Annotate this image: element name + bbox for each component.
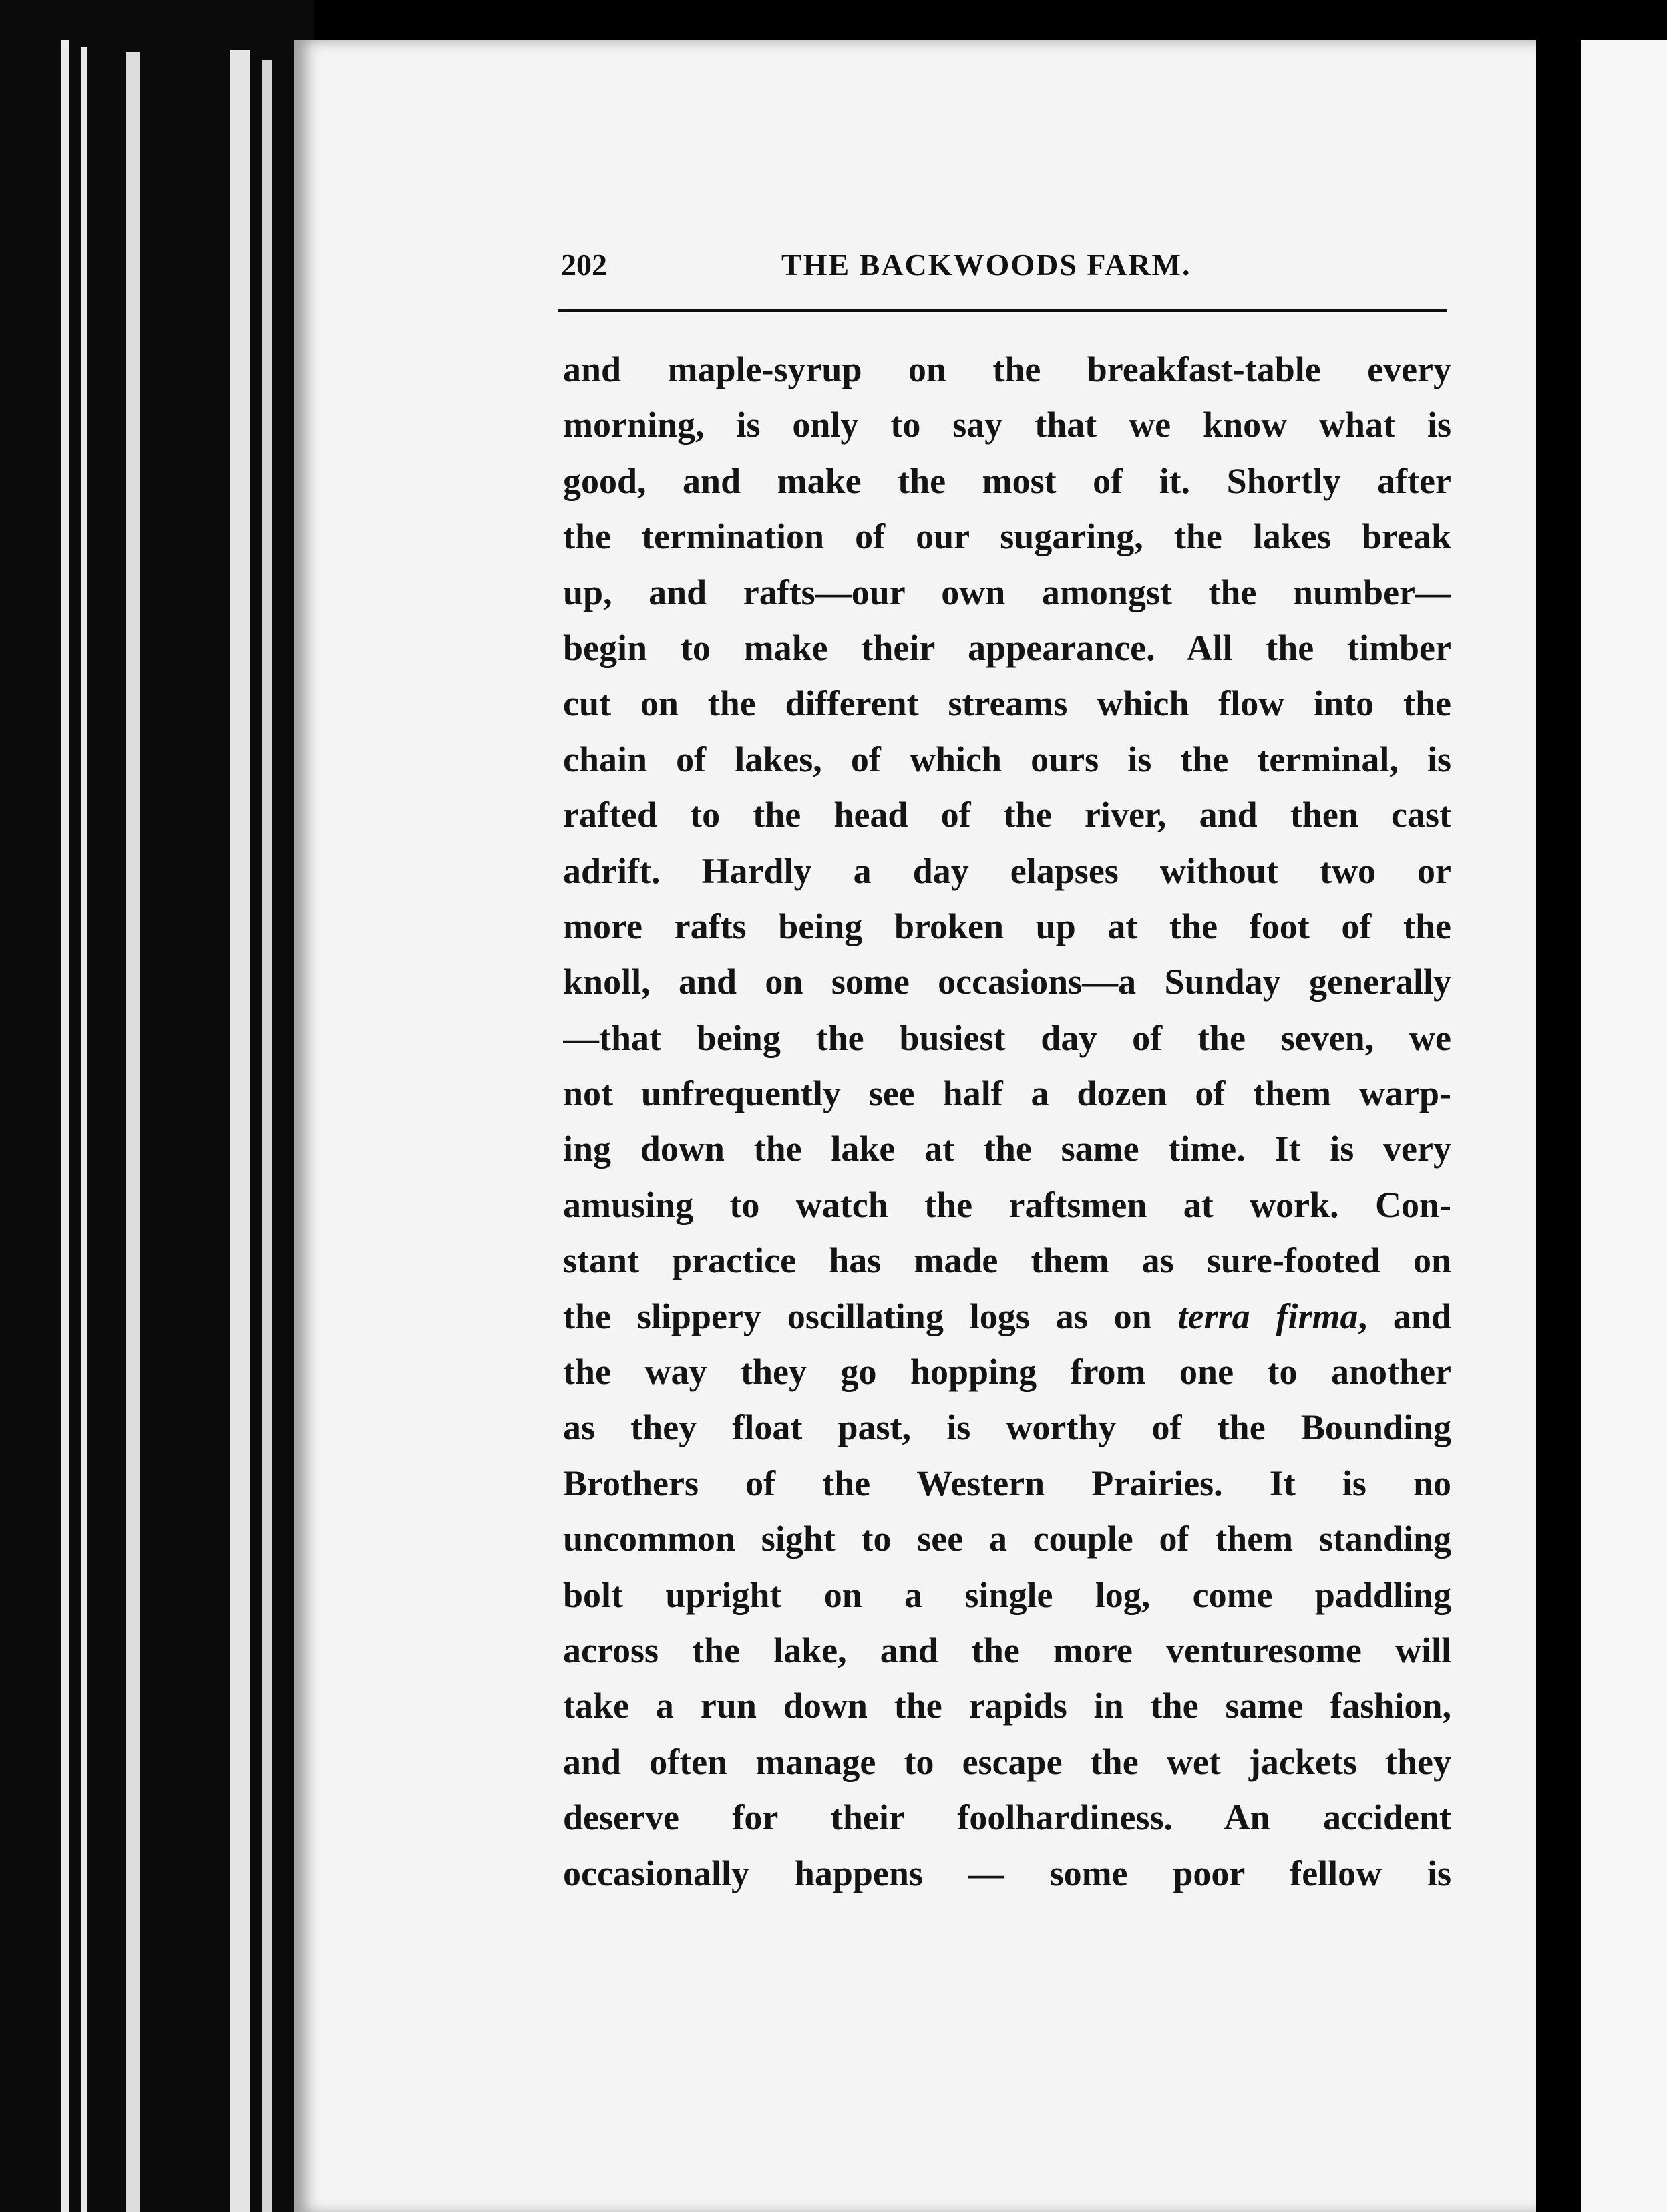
text-line: morning, is only to say that we know what is: [563, 405, 1451, 445]
text-line: the termination of our sugaring, the lakes break: [563, 516, 1451, 557]
text-line: good, and make the most of it. Shortly after: [563, 460, 1451, 501]
text-line: rafted to the head of the river, and then cast: [563, 795, 1451, 836]
text-line: Brothers of the Western Prairies. It is no: [563, 1463, 1451, 1503]
running-head: [561, 247, 1446, 287]
text-line: bolt upright on a single log, come paddling: [563, 1574, 1451, 1615]
running-title: THE BACKWOODS FARM.: [781, 248, 1191, 282]
text-line: the way they go hopping from one to another: [563, 1352, 1451, 1393]
text-line: uncommon sight to see a couple of them standing: [563, 1519, 1451, 1559]
text-line: not unfrequently see half a dozen of them warp-: [563, 1073, 1451, 1114]
text-line: [563, 1289, 1451, 1344]
page-edge: [61, 40, 69, 2212]
text-line: up, and rafts—our own amongst the number—: [563, 572, 1451, 612]
text-segment: the slippery oscillating logs as on: [563, 1296, 1178, 1336]
text-segment: , and: [1358, 1296, 1451, 1336]
text-line: chain of lakes, of which ours is the terminal, is: [563, 739, 1451, 779]
body-text: [563, 342, 1451, 1901]
page-edge: [262, 60, 272, 2212]
text-line: knoll, and on some occasions—a Sunday generally: [563, 962, 1451, 1002]
header-rule: [558, 309, 1447, 312]
text-line: more rafts being broken up at the foot of the: [563, 906, 1451, 946]
italic-phrase: terra firma: [1177, 1296, 1358, 1336]
text-line: take a run down the rapids in the same fashion,: [563, 1686, 1451, 1726]
next-page-edge: [1566, 40, 1667, 2212]
text-line: adrift. Hardly a day elapses without two or: [563, 850, 1451, 891]
text-line: as they float past, is worthy of the Bounding: [563, 1407, 1451, 1448]
book-spine: [0, 0, 314, 2212]
text-line: ing down the lake at the same time. It is very: [563, 1129, 1451, 1169]
text-line: and often manage to escape the wet jackets they: [563, 1741, 1451, 1782]
text-line: across the lake, and the more venturesome will: [563, 1630, 1451, 1670]
text-line: —that being the busiest day of the seven, we: [563, 1017, 1451, 1058]
text-line: stant practice has made them as sure-footed on: [563, 1240, 1451, 1281]
text-line: occasionally happens — some poor fellow is: [563, 1853, 1451, 1893]
page-edge: [81, 47, 87, 2212]
text-line: and maple-syrup on the breakfast-table every: [563, 349, 1451, 389]
text-line: cut on the different streams which flow into the: [563, 683, 1451, 724]
text-line: deserve for their foolhardiness. An accident: [563, 1797, 1451, 1838]
text-line: begin to make their appearance. All the timber: [563, 627, 1451, 668]
page-number: 202: [561, 248, 607, 282]
page-edge: [230, 50, 250, 2212]
page-edge: [126, 52, 140, 2212]
text-line: amusing to watch the raftsmen at work. Con-: [563, 1184, 1451, 1225]
